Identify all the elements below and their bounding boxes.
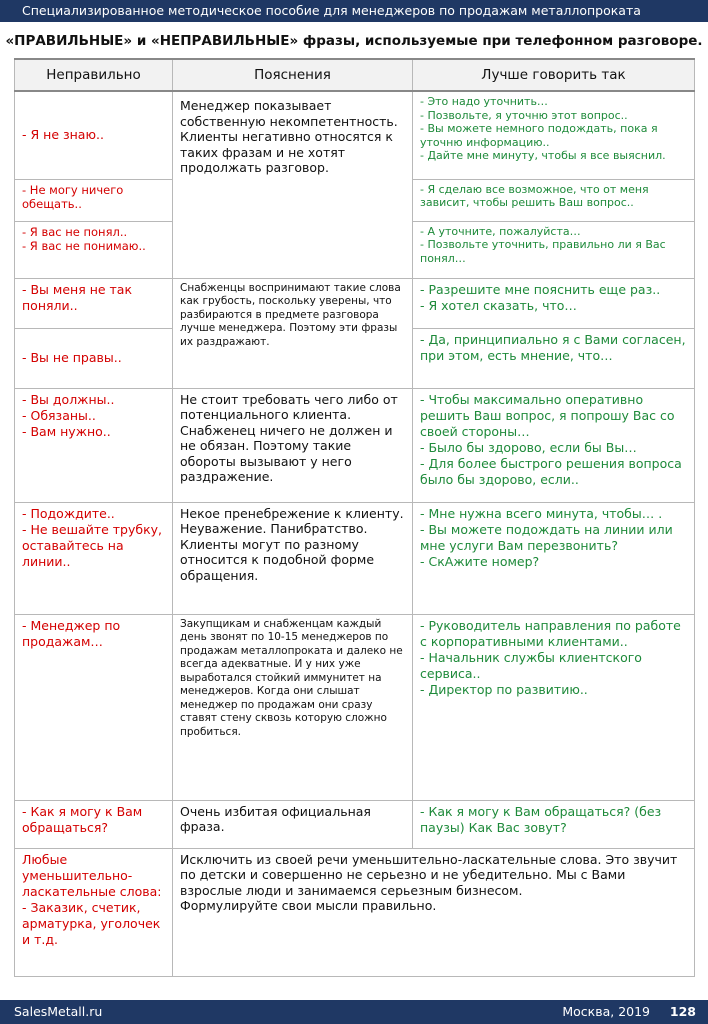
explanation-text: Исключить из своей речи уменьшительно-ласкательные слова. Это звучит по детски и совершенно не серьезно и не убедительно. Мы с Вами взрослые люди и занимаемся серьезным бизнесом. xyxy=(180,851,678,898)
table-row xyxy=(15,388,695,502)
wrong-phrase-cell xyxy=(15,614,173,800)
explanation-text: Снабженцы воспринимают такие слова как грубость, поскольку уверены, что разбираются в предмете разговора лучше менеджера. Поэтому эти фразы их раздражают. xyxy=(180,281,401,348)
footer-site: SalesMetall.ru xyxy=(14,1004,103,1019)
better-phrase-cell xyxy=(413,800,695,848)
wrong-phrase: - Подождите.. - Не вешайте трубку, оставайтесь на линии.. xyxy=(22,505,163,569)
column-header-explanation: Пояснения xyxy=(173,59,413,91)
column-header-better: Лучше говорить так xyxy=(413,59,695,91)
explanation-cell xyxy=(173,91,413,278)
page-number: 128 xyxy=(669,1004,696,1019)
wrong-phrase-cell xyxy=(15,91,173,179)
wrong-phrase-cell xyxy=(15,328,173,388)
better-phrase-cell xyxy=(413,278,695,328)
table-row xyxy=(15,800,695,848)
wrong-phrase: - Вы должны.. - Обязаны.. - Вам нужно.. xyxy=(22,391,115,439)
wrong-phrase: - Как я могу к Вам обращаться? xyxy=(22,803,143,835)
page-title: «ПРАВИЛЬНЫЕ» и «НЕПРАВИЛЬНЫЕ» фразы, используемые при телефонном разговоре. xyxy=(5,33,703,49)
explanation-cell xyxy=(173,848,695,976)
better-phrase: - Это надо уточнить… - Позвольте, я уточню этот вопрос.. - Вы можете немного подождать, пока я уточню информацию.. - Дайте мне минуту, чтобы я все выяснил. xyxy=(420,95,666,162)
better-phrase-cell xyxy=(413,179,695,221)
wrong-phrase-cell xyxy=(15,278,173,328)
footer-city-year: Москва, 2019 xyxy=(562,1004,650,1019)
table-row xyxy=(15,614,695,800)
explanation-cell xyxy=(173,502,413,614)
better-phrase-cell xyxy=(413,502,695,614)
better-phrase: - Да, принципиально я с Вами согласен, при этом, есть мнение, что… xyxy=(420,331,686,363)
better-phrase-cell xyxy=(413,91,695,179)
wrong-phrase-cell xyxy=(15,848,173,976)
better-phrase-cell xyxy=(413,388,695,502)
better-phrase: - А уточните, пожалуйста… - Позвольте уточнить, правильно ли я Вас понял… xyxy=(420,224,666,265)
wrong-phrase-cell xyxy=(15,179,173,221)
wrong-phrase-cell xyxy=(15,800,173,848)
better-phrase: - Чтобы максимально оперативно решить Ваш вопрос, я попрошу Вас со своей стороны… - Было бы здорово, если бы Вы… - Для более быстрого решения вопроса было бы здорово, если.. xyxy=(420,391,682,487)
table-row xyxy=(15,848,695,976)
better-phrase-cell xyxy=(413,328,695,388)
wrong-phrase-cell xyxy=(15,221,173,278)
wrong-phrase: - Не могу ничего обещать.. xyxy=(22,182,124,211)
table-header-row xyxy=(15,59,695,91)
wrong-phrase: - Я вас не понял.. - Я вас не понимаю.. xyxy=(22,224,146,253)
wrong-phrase: - Я не знаю.. xyxy=(22,127,104,143)
better-phrase: - Мне нужна всего минута, чтобы… . - Вы можете подождать на линии или мне услуги Вам перезвонить? - СкАжите номер? xyxy=(420,505,673,569)
explanation-cell xyxy=(173,278,413,388)
phrases-table xyxy=(14,58,695,977)
column-header-wrong: Неправильно xyxy=(15,59,173,91)
better-phrase: - Руководитель направления по работе с корпоративными клиентами.. - Начальник службы клиентского сервиса.. - Директор по развитию.. xyxy=(420,617,681,697)
table-row xyxy=(15,502,695,614)
better-phrase: - Я сделаю все возможное, что от меня зависит, чтобы решить Ваш вопрос.. xyxy=(420,182,649,209)
explanation-cell xyxy=(173,388,413,502)
wrong-phrase: - Вы не правы.. xyxy=(22,350,122,365)
explanation-cell xyxy=(173,800,413,848)
wrong-phrase: - Менеджер по продажам… xyxy=(22,617,121,649)
table-row xyxy=(15,91,695,179)
better-phrase-cell xyxy=(413,614,695,800)
explanation-text: Закупщикам и снабженцам каждый день звонят по 10-15 менеджеров по продажам металлопроката и далеко не всегда адекватные. И у них уже выработался стойкий иммунитет на менеджеров. Когда они слышат менеджер по продажам они сразу ставят стену сквозь которую сложно пробиться. xyxy=(180,617,403,738)
footer-bar xyxy=(0,1000,708,1024)
explanation-text: Очень избитая официальная фраза. xyxy=(180,803,371,834)
explanation-emphasis: Формулируйте свои мысли правильно. xyxy=(180,898,437,913)
explanation-text: Менеджер показывает собственную некомпетентность. Клиенты негативно относятся к таких фразам и не хотят продолжать разговор. xyxy=(180,98,398,175)
explanation-cell xyxy=(173,614,413,800)
table-row xyxy=(15,278,695,328)
explanation-text: Некое пренебрежение к клиенту. Неуважение. Панибратство. Клиенты могут по разному относится к подобной форме обращения. xyxy=(180,505,404,583)
wrong-phrase: - Вы меня не так поняли.. xyxy=(22,281,133,313)
better-phrase-cell xyxy=(413,221,695,278)
wrong-phrase-cell xyxy=(15,502,173,614)
better-phrase: - Как я могу к Вам обращаться? (без паузы) Как Вас зовут? xyxy=(420,803,662,835)
better-phrase: - Разрешите мне пояснить еще раз.. - Я хотел сказать, что… xyxy=(420,281,661,313)
explanation-text: Не стоит требовать чего либо от потенциального клиента. Снабженец ничего не должен и не обязан. Поэтому такие обороты вызывают у него раздражение. xyxy=(180,391,398,484)
wrong-phrase: Любые уменьшительно-ласкательные слова: - Заказик, счетик, арматурка, уголочек и т.д. xyxy=(22,851,162,947)
wrong-phrase-cell xyxy=(15,388,173,502)
header-banner: Специализированное методическое пособие для менеджеров по продажам металлопроката xyxy=(0,0,708,22)
